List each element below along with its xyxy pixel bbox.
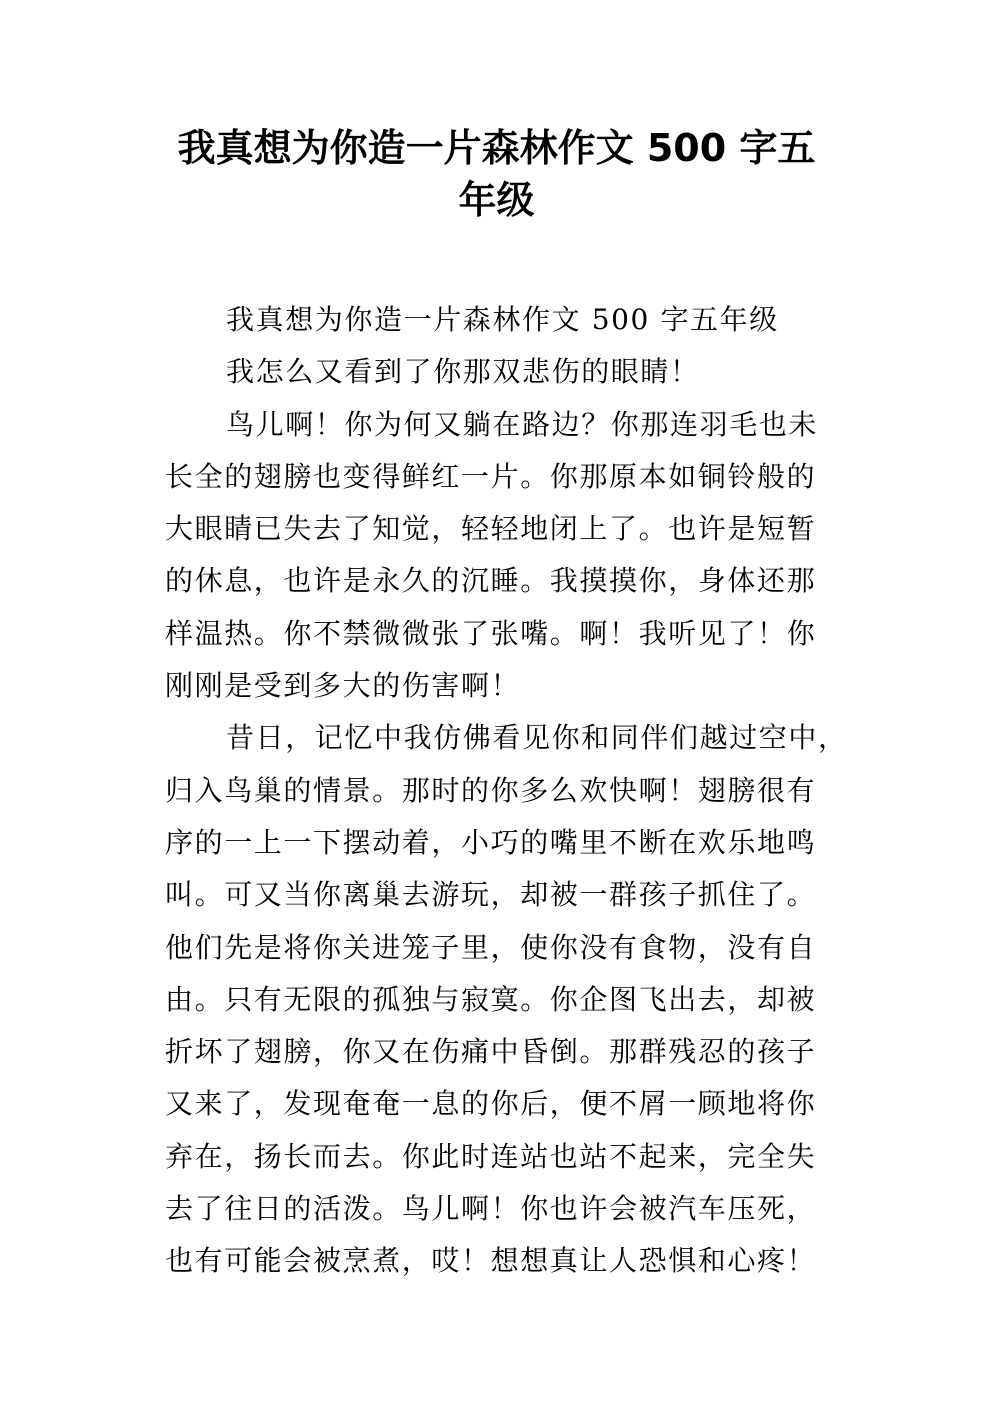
essay-body (165, 294, 848, 1288)
text-line: 我真想为你造一片森林作文 500 字五年级 (226, 303, 779, 336)
text-line: 他们先是将你关进笼子里，使你没有食物，没有自 (165, 930, 817, 964)
text-line: 长全的翅膀也变得鲜红一片。你那原本如铜铃般的 (165, 459, 817, 493)
text-line: 样温热。你不禁微微张了张嘴。啊！我听见了！你 (165, 616, 817, 650)
text-line: 刚刚是受到多大的伤害啊！ (165, 669, 521, 703)
text-line: 折坏了翅膀，你又在伤痛中昏倒。那群残忍的孩子 (165, 1035, 817, 1069)
paragraph-memory (165, 712, 848, 1287)
text-line: 也有可能会被烹煮，哎！想想真让人恐惧和心疼！ (165, 1244, 817, 1278)
text-line: 序的一上一下摆动着，小巧的嘴里不断在欢乐地鸣 (165, 825, 817, 859)
title-line-2: 年级 (458, 178, 535, 222)
text-line: 去了往日的活泼。鸟儿啊！你也许会被汽车压死， (165, 1192, 817, 1226)
text-line: 的休息，也许是永久的沉睡。我摸摸你，身体还那 (165, 564, 817, 598)
text-line: 大眼睛已失去了知觉，轻轻地闭上了。也许是短暂 (165, 512, 817, 546)
text-line: 昔日，记忆中我仿佛看见你和同伴们越过空中， (226, 721, 848, 755)
document-title (150, 122, 843, 226)
text-line: 由。只有无限的孤独与寂寞。你企图飞出去，却被 (165, 982, 817, 1016)
paragraph-opening (165, 346, 845, 398)
text-line: 归入鸟巢的情景。那时的你多么欢快啊！翅膀很有 (165, 773, 817, 807)
text-line: 鸟儿啊！你为何又躺在路边？你那连羽毛也未 (226, 407, 819, 441)
text-line: 叫。可又当你离巢去游玩，却被一群孩子抓住了。 (165, 878, 817, 912)
text-line: 又来了，发现奄奄一息的你后，便不屑一顾地将你 (165, 1087, 817, 1121)
paragraph-bird-on-road (165, 399, 845, 713)
text-line: 弃在，扬长而去。你此时连站也站不起来，完全失 (165, 1139, 817, 1173)
paragraph-subtitle (165, 294, 845, 346)
title-line-1: 我真想为你造一片森林作文 500 字五 (177, 126, 816, 170)
text-line: 我怎么又看到了你那双悲伤的眼睛！ (226, 355, 700, 389)
